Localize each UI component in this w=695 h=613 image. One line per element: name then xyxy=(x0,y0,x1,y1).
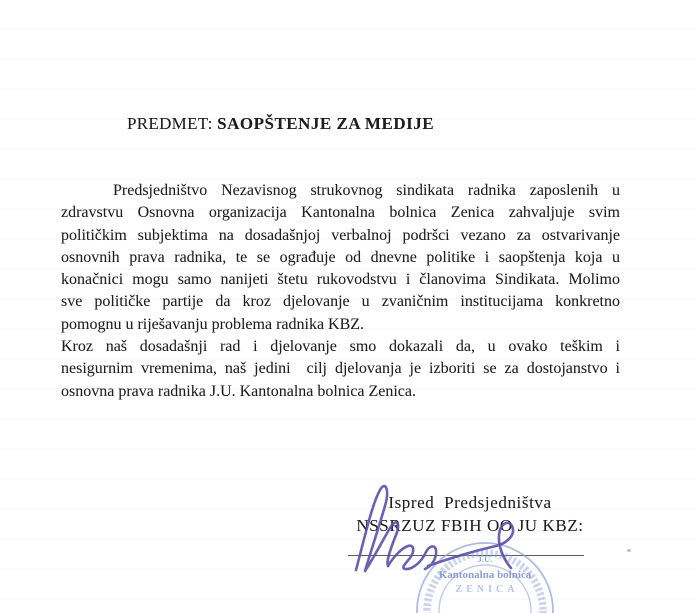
subject-title: SAOPŠTENJE ZA MEDIJE xyxy=(217,114,435,133)
closing-line-1: Ispred Predsjedništva xyxy=(388,493,552,512)
body-line: Predsjedništvo Nezavisnog strukovnog sindikata radnika zaposlenih u xyxy=(113,182,620,199)
scan-speck xyxy=(627,549,631,552)
body-line: pomognu u riješavanju problema radnika KBZ. xyxy=(61,315,365,333)
body-line: Kroz naš dosadašnji rad i djelovanje smo dokazali da, u ovako teškim i xyxy=(61,338,620,356)
body-line: zdravstvu Osnovna organizacija Kantonalna bolnica Zenica zahvaljuje svim xyxy=(61,204,620,222)
subject-line xyxy=(127,114,434,134)
body-line: političkim subjektima na dosadašnjoj verbalnoj podršci vezano za ostvarivanje xyxy=(61,226,620,244)
stamp-text-hospital: Kantonalna bolnica xyxy=(438,569,532,581)
body-line: osnovnih prava radnika, te se ograđuje od dnevne politike i saopštenja koja u xyxy=(61,248,620,266)
signature-stroke-tail xyxy=(428,523,513,568)
body-line: konačnici mogu samo nanijeti štetu rukovodstvu i članovima Sindikata. Molimo xyxy=(61,271,620,289)
subject-label: PREDMET: xyxy=(127,114,218,133)
handwritten-signature xyxy=(338,478,538,578)
body-line: osnovna prava radnika J.U. Kantonalna bolnica Zenica. xyxy=(61,382,416,400)
stamp-text-city: ZENICA xyxy=(455,584,519,595)
body-line: sve političke partije da kroz djelovanje u zvaničnim institucijama konkretno xyxy=(61,293,620,311)
body-line: nesigurnim vremenima, naš jedini cilj djelovanja je izboriti se za dostojanstvo i xyxy=(61,360,620,378)
stamp-text-ju: J.U. xyxy=(477,554,493,564)
letter-body xyxy=(61,180,620,403)
closing-line-2: NSSRZUZ FBIH OO JU KBZ: xyxy=(356,515,584,535)
